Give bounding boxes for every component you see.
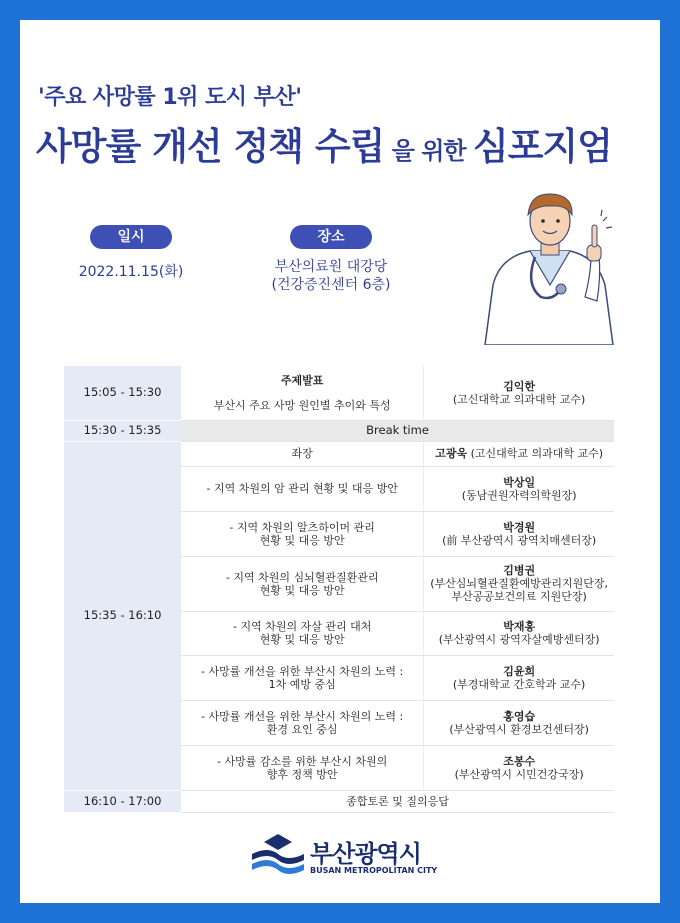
title-end: 심포지엄 bbox=[472, 125, 612, 168]
speaker-name: 김윤희 bbox=[503, 664, 536, 678]
chair-name: 고광욱 bbox=[435, 447, 468, 460]
speaker-affiliation: (부산광역시 광역자살예방센터장) bbox=[438, 633, 600, 646]
speaker-cell bbox=[424, 556, 614, 611]
keynote-topic: 부산시 주요 사망 원인별 추이와 특성 bbox=[213, 398, 391, 412]
chair-cell bbox=[424, 441, 614, 466]
time-cell: 16:10 - 17:00 bbox=[64, 790, 181, 812]
speaker-affiliation: (동남권원자력의학원장) bbox=[461, 488, 577, 502]
topic-cell bbox=[181, 466, 424, 511]
logo-english-text: BUSAN METROPOLITAN CITY bbox=[310, 866, 438, 875]
date-value: 2022.11.15(화) bbox=[78, 264, 184, 280]
speaker-cell bbox=[424, 700, 614, 745]
speaker-cell bbox=[424, 366, 614, 420]
speaker-affiliation: (부산광역시 환경보건센터장) bbox=[449, 722, 589, 736]
speaker-cell bbox=[424, 611, 614, 655]
chair-label: 좌장 bbox=[181, 441, 424, 466]
topic-line1: - 지역 차원의 알츠하이머 관리 bbox=[229, 520, 375, 534]
topic-line2: 현황 및 대응 방안 bbox=[259, 533, 345, 547]
topic-cell bbox=[181, 655, 424, 700]
topic-line2: 향후 정책 방안 bbox=[266, 767, 338, 781]
place-label-pill: 장소 bbox=[290, 225, 372, 249]
speaker-name: 조봉수 bbox=[503, 754, 536, 768]
topic-cell bbox=[181, 745, 424, 790]
speaker-name: 박경원 bbox=[503, 520, 536, 534]
schedule-table bbox=[64, 366, 614, 813]
topic-line1: - 사망률 개선을 위한 부산시 차원의 노력 : bbox=[201, 664, 404, 678]
speaker-cell bbox=[424, 511, 614, 556]
speaker-cell bbox=[424, 745, 614, 790]
topic-line2: 현황 및 대응 방안 bbox=[259, 583, 345, 597]
keynote-row bbox=[64, 366, 614, 420]
break-row bbox=[64, 420, 614, 441]
doctor-illustration bbox=[475, 185, 625, 345]
topic-cell bbox=[181, 556, 424, 611]
place-line2: (건강증진센터 6층) bbox=[271, 277, 391, 293]
topic-cell bbox=[181, 511, 424, 556]
chair-affiliation: (고신대학교 의과대학 교수) bbox=[470, 447, 604, 460]
poster-subtitle: '주요 사망률 1위 도시 부산' bbox=[38, 85, 302, 110]
busan-logo bbox=[248, 832, 448, 882]
speaker-name: 홍영습 bbox=[503, 709, 536, 723]
break-label: Break time bbox=[181, 420, 614, 441]
time-cell: 15:05 - 15:30 bbox=[64, 366, 181, 420]
topic-line2: 1차 예방 중심 bbox=[268, 677, 336, 691]
place-value bbox=[236, 258, 426, 294]
speaker-affiliation: (고신대학교 의과대학 교수) bbox=[452, 392, 586, 406]
speaker-cell bbox=[424, 466, 614, 511]
topic-line2: 환경 요인 중심 bbox=[266, 722, 338, 736]
topic-line1: - 사망률 개선을 위한 부산시 차원의 노력 : bbox=[201, 709, 404, 723]
topic-line1: - 사망률 감소를 위한 부산시 차원의 bbox=[217, 754, 388, 768]
title-connector: 을 위한 bbox=[384, 137, 473, 165]
date-label-pill: 일시 bbox=[90, 225, 172, 249]
discussion-label: 종합토론 및 질의응답 bbox=[181, 790, 614, 812]
discussion-row bbox=[64, 790, 614, 812]
poster-card bbox=[20, 20, 660, 903]
topic-line1: - 지역 차원의 심뇌혈관질환관리 bbox=[225, 570, 379, 584]
speaker-cell bbox=[424, 655, 614, 700]
speaker-name: 박재홍 bbox=[503, 620, 536, 633]
speaker-affiliation-line2: 부산공공보건의료 지원단장) bbox=[451, 590, 587, 603]
topic-line1: - 지역 차원의 자살 관리 대처 bbox=[232, 620, 372, 633]
logo-korean-text: 부산광역시 bbox=[310, 840, 421, 868]
speaker-affiliation: (부산광역시 시민건강국장) bbox=[454, 767, 584, 781]
topic-cell bbox=[181, 611, 424, 655]
speaker-name: 김익한 bbox=[503, 379, 536, 393]
chair-row bbox=[64, 441, 614, 466]
speaker-affiliation: (부산심뇌혈관질환예방관리지원단장, bbox=[430, 577, 609, 590]
topic-cell bbox=[181, 366, 424, 420]
speaker-name: 박상일 bbox=[503, 475, 536, 489]
topic-cell bbox=[181, 700, 424, 745]
speaker-affiliation: (부경대학교 간호학과 교수) bbox=[452, 677, 586, 691]
title-main: 사망률 개선 정책 수립 bbox=[36, 125, 385, 168]
speaker-affiliation: (前 부산광역시 광역치매센터장) bbox=[442, 533, 597, 547]
poster-title bbox=[36, 116, 612, 170]
keynote-heading: 주제발표 bbox=[280, 373, 324, 387]
topic-line2: 현황 및 대응 방안 bbox=[259, 633, 345, 646]
time-cell: 15:30 - 15:35 bbox=[64, 420, 181, 441]
place-line1: 부산의료원 대강당 bbox=[274, 259, 388, 275]
topic-line1: - 지역 차원의 암 관리 현황 및 대응 방안 bbox=[206, 482, 398, 495]
time-cell: 15:35 - 16:10 bbox=[64, 441, 181, 790]
speaker-name: 김병권 bbox=[503, 564, 536, 577]
busan-emblem-icon bbox=[248, 832, 306, 876]
